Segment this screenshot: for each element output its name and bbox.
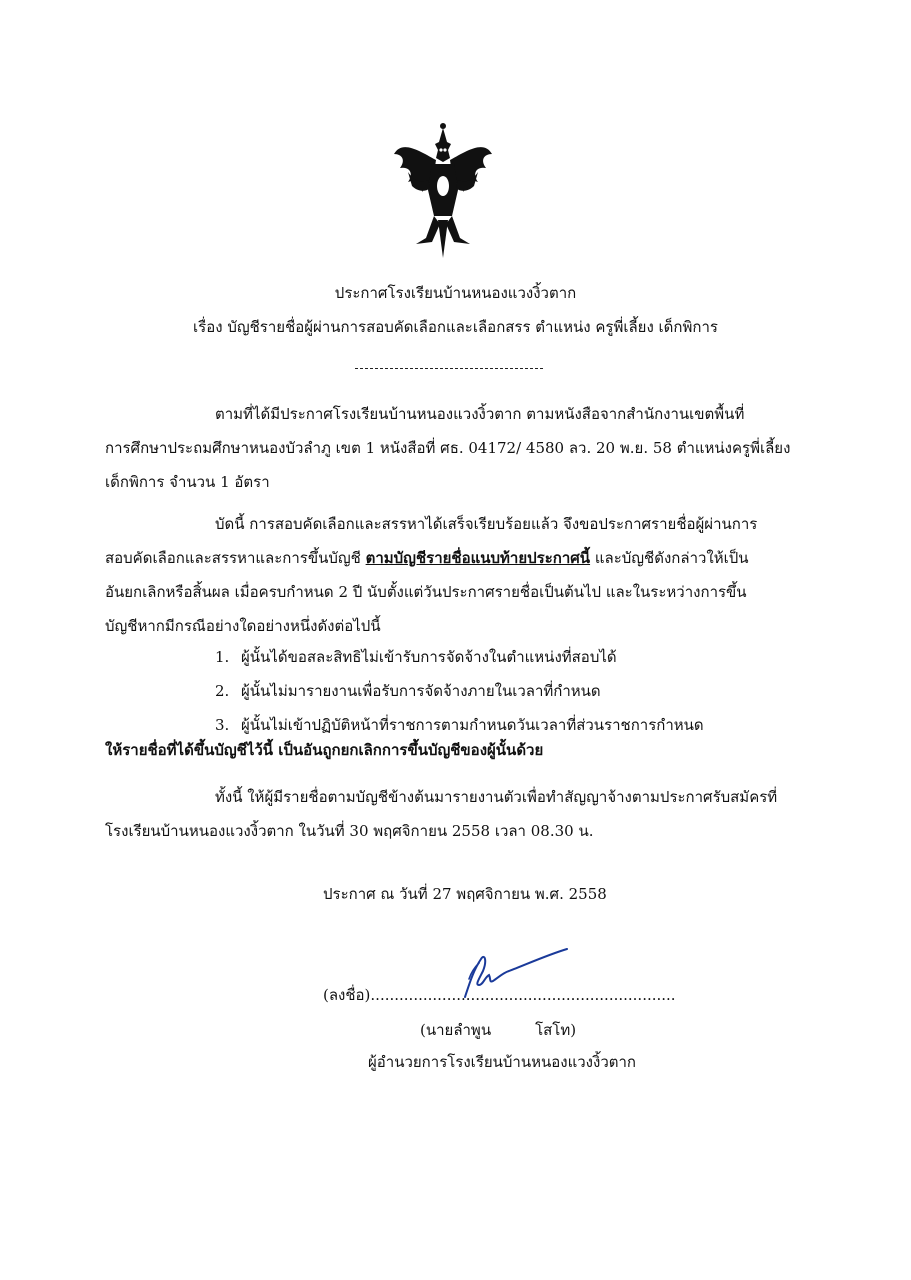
list-item: 1. ผู้นั้นได้ขอสละสิทธิไม่เข้ารับการจัดจ้างในตำแหน่งที่สอบได้ (215, 648, 617, 666)
list-item: 2. ผู้นั้นไม่มารายงานเพื่อรับการจัดจ้างภายในเวลาที่กำหนด (215, 682, 601, 700)
paragraph-3-line-1: ทั้งนี้ ให้ผู้มีรายชื่อตามบัญชีข้างต้นมารายงานตัวเพื่อทำสัญญาจ้างตามประกาศรับสมัครที่ (215, 788, 778, 806)
signer-position: ผู้อำนวยการโรงเรียนบ้านหนองแวงงิ้วตาก (368, 1053, 636, 1071)
signer-name: (นายลำพูน โสโท) (420, 1021, 577, 1039)
conditions-conclusion: ให้รายชื่อที่ได้ขึ้นบัญชีไว้นี้ เป็นอันถูกยกเลิกการขึ้นบัญชีของผู้นั้นด้วย (105, 741, 544, 759)
paragraph-3 (105, 780, 805, 848)
paragraph-2-line-4: บัญชีหากมีกรณีอย่างใดอย่างหนึ่งดังต่อไปนี้ (105, 617, 381, 635)
paragraph-2-line-1: บัดนี้ การสอบคัดเลือกและสรรหาได้เสร็จเรียบร้อยแล้ว จึงขอประกาศรายชื่อผู้ผ่านการ (215, 515, 758, 533)
paragraph-1-line-3: เด็กพิการ จำนวน 1 อัตรา (105, 473, 270, 491)
paragraph-2-line-2: สอบคัดเลือกและสรรหาและการขึ้นบัญชี ตามบัญชีรายชื่อแนบท้ายประกาศนี้ และบัญชีดังกล่าวให้เป็น (105, 549, 749, 567)
garuda-emblem-icon (388, 120, 498, 260)
document-title: ประกาศโรงเรียนบ้านหนองแวงงิ้วตาก (334, 284, 577, 302)
paragraph-3-line-2: โรงเรียนบ้านหนองแวงงิ้วตาก ในวันที่ 30 พฤศจิกายน 2558 เวลา 08.30 น. (105, 822, 594, 840)
document-subject: เรื่อง บัญชีรายชื่อผู้ผ่านการสอบคัดเลือกและเลือกสรร ตำแหน่ง ครูพี่เลี้ยง เด็กพิการ (193, 318, 718, 336)
paragraph-1 (105, 397, 805, 499)
conditions-list (215, 640, 704, 742)
list-item: 3. ผู้นั้นไม่เข้าปฏิบัติหน้าที่ราชการตามกำหนดวันเวลาที่ส่วนราชการกำหนด (215, 716, 704, 734)
signature-line: (ลงชื่อ)................................................................ (323, 986, 676, 1004)
paragraph-2-line-3: อันยกเลิกหรือสิ้นผล เมื่อครบกำหนด 2 ปี นับตั้งแต่วันประกาศรายชื่อเป็นต้นไป และในระหว่างการขึ้น (105, 583, 747, 601)
title-divider (355, 368, 543, 369)
attachment-reference: ตามบัญชีรายชื่อแนบท้ายประกาศนี้ (365, 549, 591, 567)
paragraph-2 (105, 507, 805, 643)
paragraph-1-line-1: ตามที่ได้มีประกาศโรงเรียนบ้านหนองแวงงิ้วตาก ตามหนังสือจากสำนักงานเขตพื้นที่ (215, 405, 745, 423)
announcement-date: ประกาศ ณ วันที่ 27 พฤศจิกายน พ.ศ. 2558 (323, 885, 607, 903)
paragraph-1-line-2: การศึกษาประถมศึกษาหนองบัวลำภู เขต 1 หนังสือที่ ศธ. 04172/ 4580 ลว. 20 พ.ย. 58 ตำแหน่งครูพี่เลี้ยง (105, 439, 791, 457)
